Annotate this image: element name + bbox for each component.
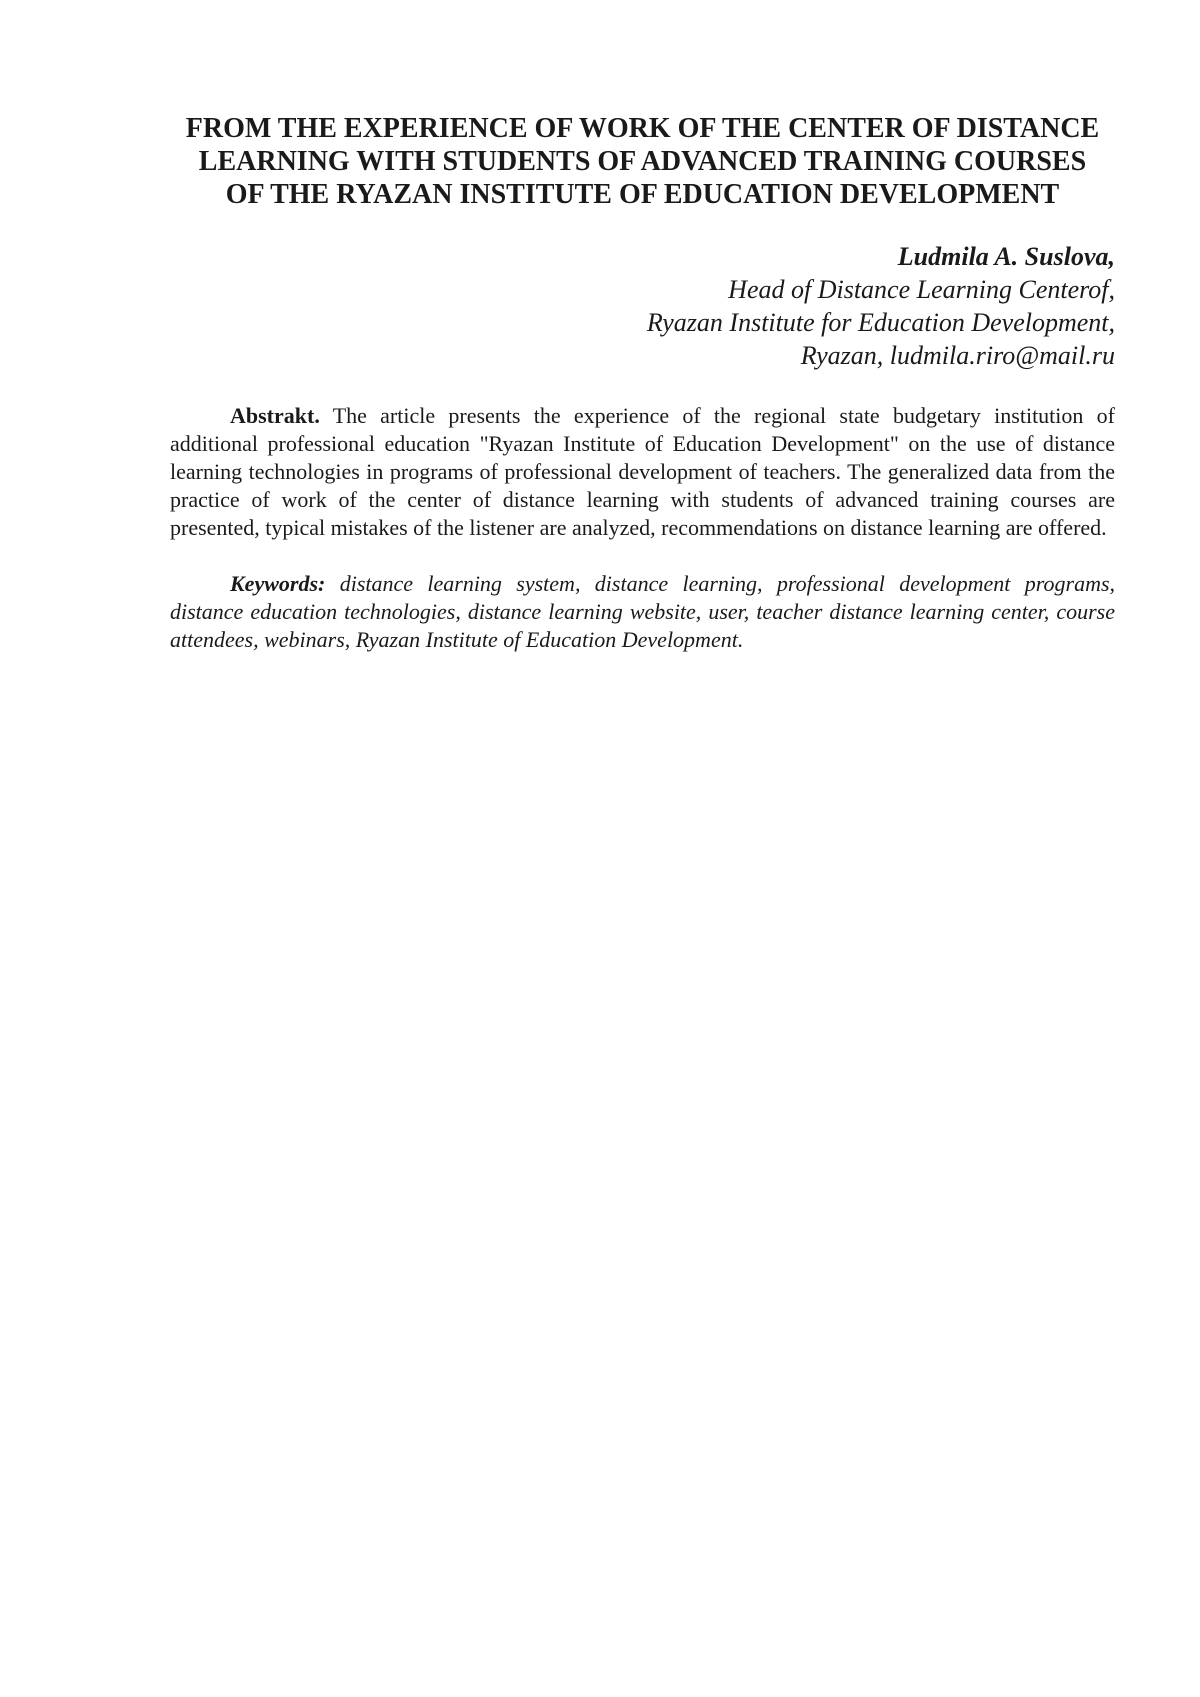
author-email[interactable]: ludmila.riro@mail.ru	[889, 341, 1115, 370]
abstract-text: The article presents the experience of the regional state budgetary institution of additional professional education "Ryazan Institute of Education Development" on the use of distance learning technologies in programs of professional development of teachers. The generalized data from the practice of work of the center of distance learning with students of advanced training courses are presented, typical mistakes of the listener are analyzed, recommendations on distance learning are offered.	[170, 403, 1115, 540]
author-name: Ludmila A. Suslova,	[897, 242, 1115, 271]
author-institution: Ryazan Institute for Education Development,	[646, 308, 1115, 337]
author-block	[170, 240, 1115, 372]
keywords-text: distance learning system, distance learning, professional development programs, distance education technologies, distance learning website, user, teacher distance learning center, course attendees, webinars, Ryazan Institute of Education Development.	[170, 571, 1116, 652]
keywords-paragraph	[170, 570, 1115, 654]
keywords-label: Keywords:	[230, 571, 326, 596]
author-position: Head of Distance Learning Centerof,	[728, 275, 1115, 304]
title-line-2: LEARNING WITH STUDENTS OF ADVANCED TRAINING COURSES	[198, 146, 1087, 177]
author-location	[170, 339, 1115, 372]
title-line-3: OF THE RYAZAN INSTITUTE OF EDUCATION DEVELOPMENT	[225, 179, 1060, 210]
paper-page	[170, 112, 1115, 654]
abstract-label: Abstrakt.	[230, 403, 320, 428]
author-city: Ryazan,	[800, 341, 884, 370]
paper-title	[170, 112, 1115, 211]
abstract-paragraph	[170, 402, 1115, 542]
title-line-1: FROM THE EXPERIENCE OF WORK OF THE CENTER OF DISTANCE	[185, 113, 1100, 144]
